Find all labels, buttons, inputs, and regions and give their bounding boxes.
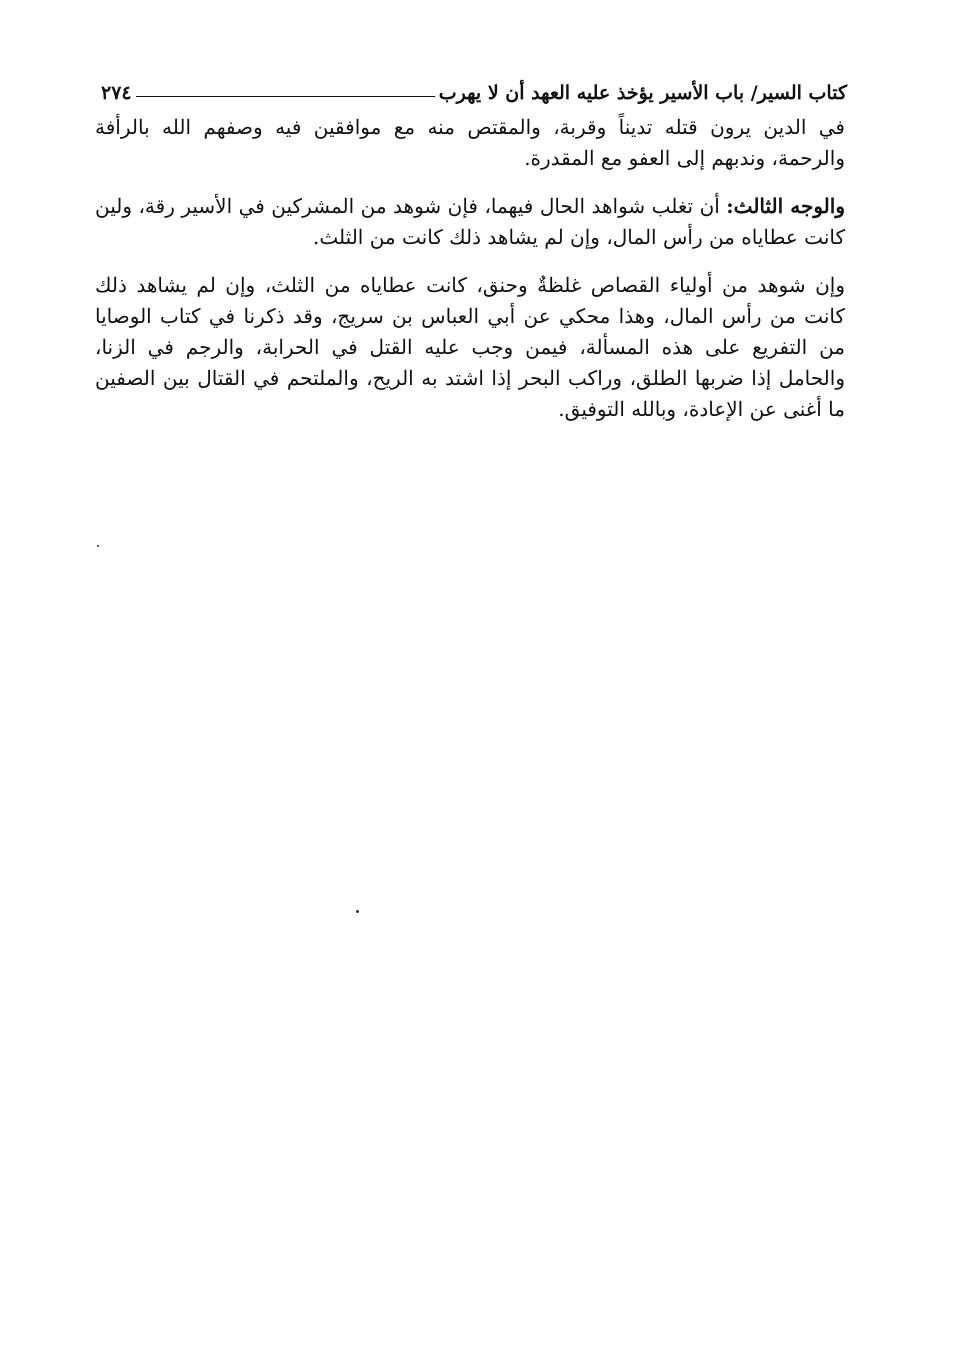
paragraph-2-text: أن تغلب شواهد الحال فيهما، فإن شوهد من المشركين في الأسير رقة، ولين كانت عطاياه من رأس المال، وإن لم يشاهد ذلك كانت من الثلث. <box>95 194 845 249</box>
scan-speck <box>356 910 359 913</box>
paragraph-3-text: وإن شوهد من أولياء القصاص غلظةٌ وحنق، كانت عطاياه من الثلث، وإن لم يشاهد ذلك كانت من رأس المال، وهذا محكي عن أبي العباس بن سريج، وقد ذكرنا في كتاب الوصايا من التفريع على هذه المسألة، فيمن وجب عليه القتل في الحرابة، والرجم في الزنا، والحامل إذا ضربها الطلق، وراكب البحر إذا اشتد به الريح، والملتحم في القتال بين الصفين ما أغنى عن الإعادة، وبالله التوفيق. <box>95 273 846 421</box>
paragraph-1-text: في الدين يرون قتله تديناً وقربة، والمقتص منه مع موافقين فيه وصفهم الله بالرأفة والرحمة، وندبهم إلى العفو مع المقدرة. <box>95 115 845 170</box>
body-text <box>95 112 845 442</box>
page-number: ٢٧٤ <box>101 82 132 104</box>
paragraph-3 <box>95 270 845 425</box>
header-rule <box>136 96 435 97</box>
running-title: كتاب السير/ باب الأسير يؤخذ عليه العهد أن لا يهرب <box>438 82 847 104</box>
paragraph-2 <box>95 191 845 253</box>
paragraph-2-lead-in: والوجه الثالث: <box>726 194 845 218</box>
page-header <box>95 76 847 110</box>
paragraph-1 <box>95 112 845 174</box>
scan-speck <box>97 545 99 547</box>
